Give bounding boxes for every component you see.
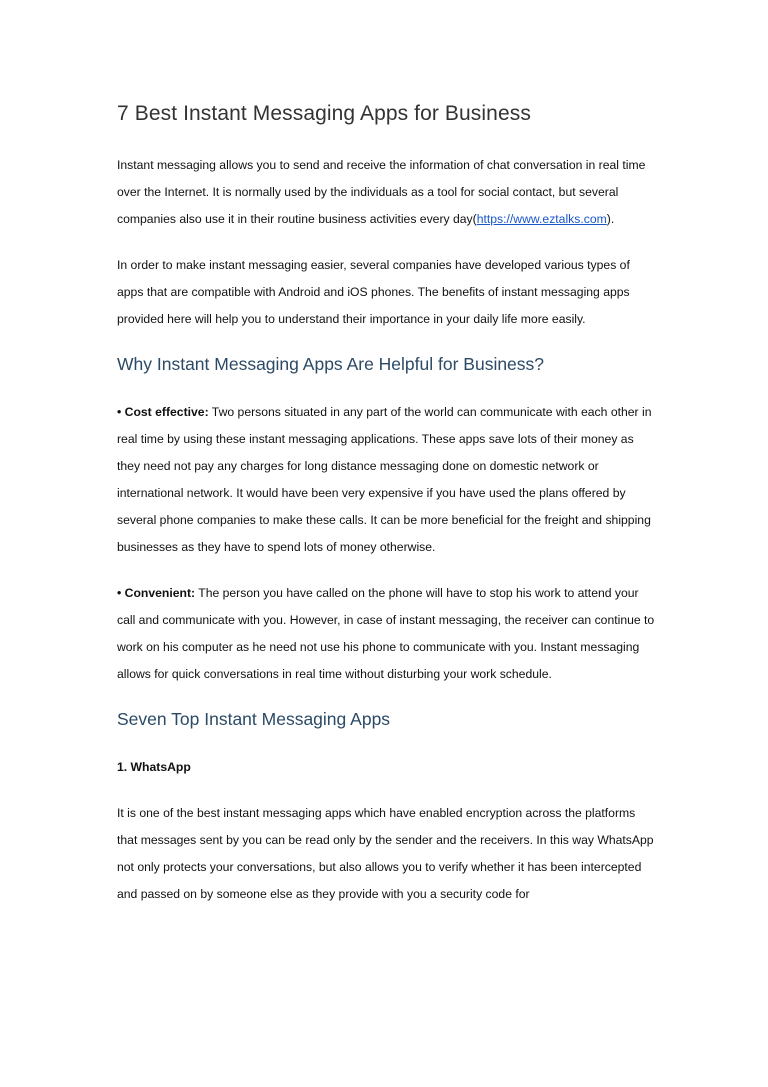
section-heading-why: Why Instant Messaging Apps Are Helpful for Business? [117,354,545,374]
bullet-label: • Convenient: [117,586,196,600]
paragraph-2: In order to make instant messaging easier, several companies have developed various types of apps that are compatible with Android and iOS phones. The benefits of instant messaging apps provided here will help you to understand their importance in your daily life more easily. [117,258,630,326]
document-title: 7 Best Instant Messaging Apps for Business [117,102,531,125]
bullet-text: The person you have called on the phone will have to stop his work to attend your call and communicate with you. However, in case of instant messaging, the receiver can continue to work on his computer as he need not use his phone to communicate with you. Instant messaging allows for quick conversations in real time without disturbing your work schedule. [117,586,655,681]
intro-paragraph [117,152,657,233]
intro-text-end: ). [606,212,615,226]
section-heading-seven: Seven Top Instant Messaging Apps [117,709,391,729]
bullet-convenient [117,580,657,688]
document-content [117,100,657,927]
bullet-text: Two persons situated in any part of the world can communicate with each other in real time by using these instant messaging applications. These apps save lots of their money as they need not pay any charges for long distance messaging done on domestic network or international network. It would have been very expensive if you have used the plans offered by several phone companies to make these calls. It can be more beneficial for the freight and shipping businesses as they have to spend lots of money otherwise. [117,405,652,554]
intro-text: Instant messaging allows you to send and receive the information of chat conversation in real time over the Internet. It is normally used by the individuals as a tool for social contact, but several companies also use it in their routine business activities every day( [117,158,646,226]
bullet-label: • Cost effective: [117,405,209,419]
eztalks-link[interactable]: https://www.eztalks.com [476,212,607,226]
bullet-cost-effective [117,399,657,561]
app-heading-whatsapp: 1. WhatsApp [117,760,191,774]
whatsapp-paragraph: It is one of the best instant messaging apps which have enabled encryption across the platforms that messages sent by you can be read only by the sender and the receivers. In this way WhatsApp not only protects your conversations, but also allows you to verify whether it has been intercepted and passed on by someone else as they provide with you a security code for [117,806,654,901]
